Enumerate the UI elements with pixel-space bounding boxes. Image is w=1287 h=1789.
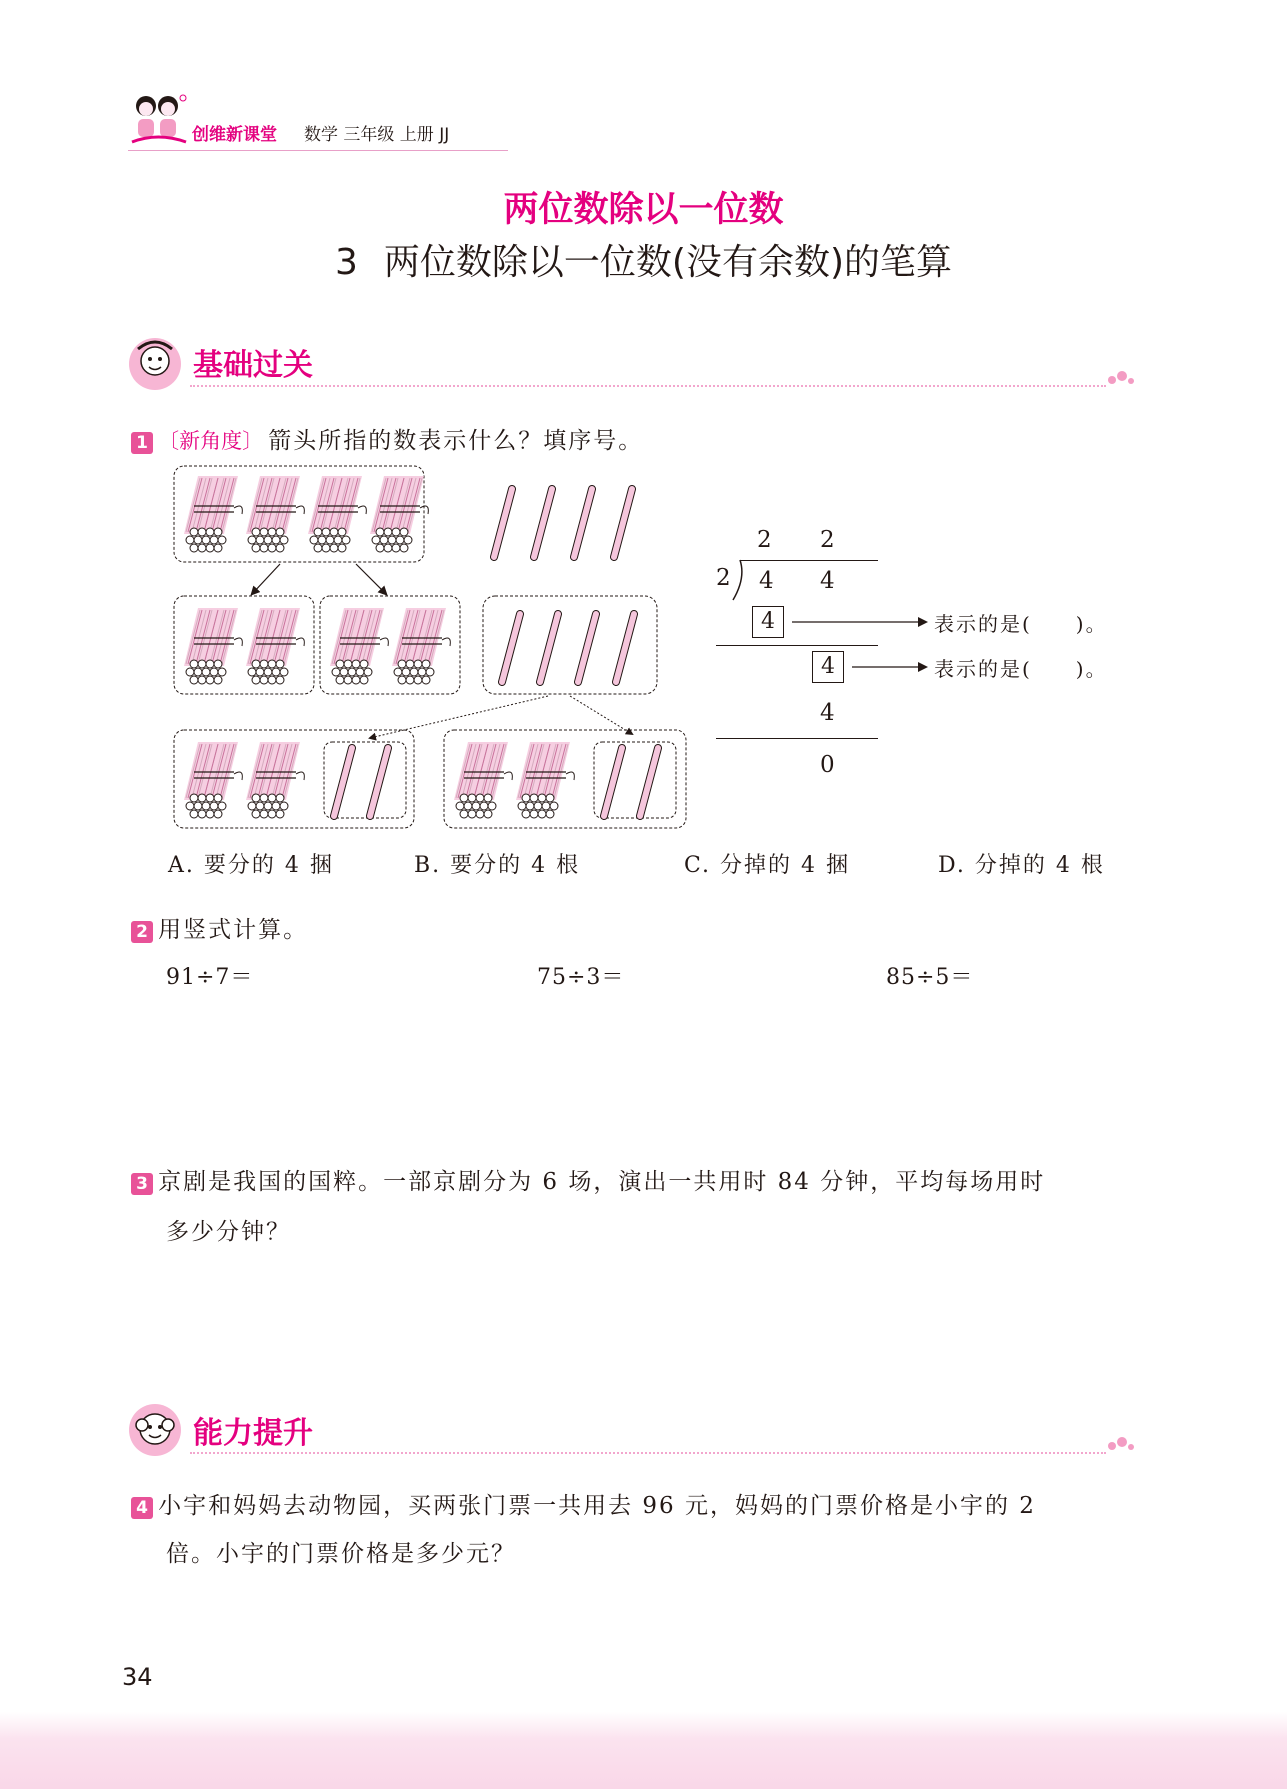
division-line-1: [716, 645, 878, 646]
question-3-number: 3: [131, 1173, 153, 1195]
question-2-text: 用竖式计算。: [158, 917, 309, 943]
question-3-line-2: 多少分钟？: [166, 1219, 291, 1245]
header-brand: 创维新课堂: [192, 125, 277, 145]
option-c: C. 分掉的 4 捆: [684, 853, 851, 878]
calc-item-2: 75÷3＝: [537, 965, 625, 990]
section-basic-divider: [190, 385, 1106, 387]
division-bracket: [731, 558, 745, 602]
division-bar: [740, 560, 878, 561]
option-a: A. 要分的 4 捆: [168, 853, 334, 878]
section-advanced-mascot-icon: [128, 1403, 182, 1457]
step2-arrow: [852, 657, 932, 677]
bundle: [308, 476, 366, 552]
question-1: [131, 422, 643, 455]
section-advanced-dots-icon: [1106, 1436, 1136, 1452]
lesson-name: 两位数除以一位数(没有余数)的笔算: [383, 242, 952, 283]
step1-label: 表示的是( )。: [934, 612, 1108, 636]
header-kids-logo: [128, 92, 190, 148]
quotient-digit-tens: 2: [757, 527, 772, 553]
question-4-line-2: 倍。小宇的门票价格是多少元？: [166, 1541, 516, 1567]
step3-digit: 4: [820, 700, 835, 726]
section-basic-dots-icon: [1106, 370, 1136, 386]
section-basic-mascot-icon: [128, 337, 182, 391]
question-1-text: 箭头所指的数表示什么？填序号。: [268, 428, 644, 454]
bundle: [246, 476, 304, 552]
option-d: D. 分掉的 4 根: [938, 853, 1105, 878]
step1-boxed-digit: 4: [752, 606, 784, 638]
page-number: 34: [122, 1663, 153, 1691]
calc-item-1: 91÷7＝: [166, 965, 254, 990]
question-3-line-1: 京剧是我国的国粹。一部京剧分为 6 场，演出一共用时 84 分钟，平均每场用时: [158, 1169, 1046, 1195]
question-1-tag: 〔新角度〕: [158, 429, 264, 453]
lesson-number: 3: [335, 242, 358, 283]
footer-pink-band: [0, 1712, 1287, 1789]
question-1-number: 1: [131, 432, 153, 454]
bundle: [370, 476, 428, 552]
header-divider: [128, 150, 508, 151]
header-book-info: 数学 三年级 上册 JJ: [304, 125, 450, 145]
section-basic-title: 基础过关: [193, 348, 313, 383]
question-4-line-1: 小宇和妈妈去动物园，买两张门票一共用去 96 元，妈妈的门票价格是小宇的 2: [158, 1493, 1036, 1519]
question-3: [131, 1163, 1045, 1196]
dividend-ones: 4: [820, 568, 835, 594]
question-4: [131, 1487, 1036, 1520]
step2-label: 表示的是( )。: [934, 657, 1108, 681]
divisor: 2: [716, 565, 731, 591]
division-line-2: [716, 738, 878, 739]
remainder-digit: 0: [820, 752, 835, 778]
question-2-number: 2: [131, 921, 153, 943]
quotient-digit-ones: 2: [820, 527, 835, 553]
section-advanced-divider: [190, 1452, 1106, 1454]
dividend-tens: 4: [759, 568, 774, 594]
question-4-number: 4: [131, 1497, 153, 1519]
option-b: B. 要分的 4 根: [414, 853, 581, 878]
lesson-title: [0, 234, 1287, 285]
step2-boxed-digit: 4: [812, 651, 844, 683]
question-2: [131, 911, 308, 944]
unit-title: 两位数除以一位数: [503, 190, 784, 230]
bundle: [184, 476, 242, 552]
section-advanced-title: 能力提升: [193, 1416, 313, 1451]
step1-arrow: [792, 612, 932, 632]
calc-item-3: 85÷5＝: [886, 965, 974, 990]
stick-bundles-illustration: [160, 460, 700, 830]
